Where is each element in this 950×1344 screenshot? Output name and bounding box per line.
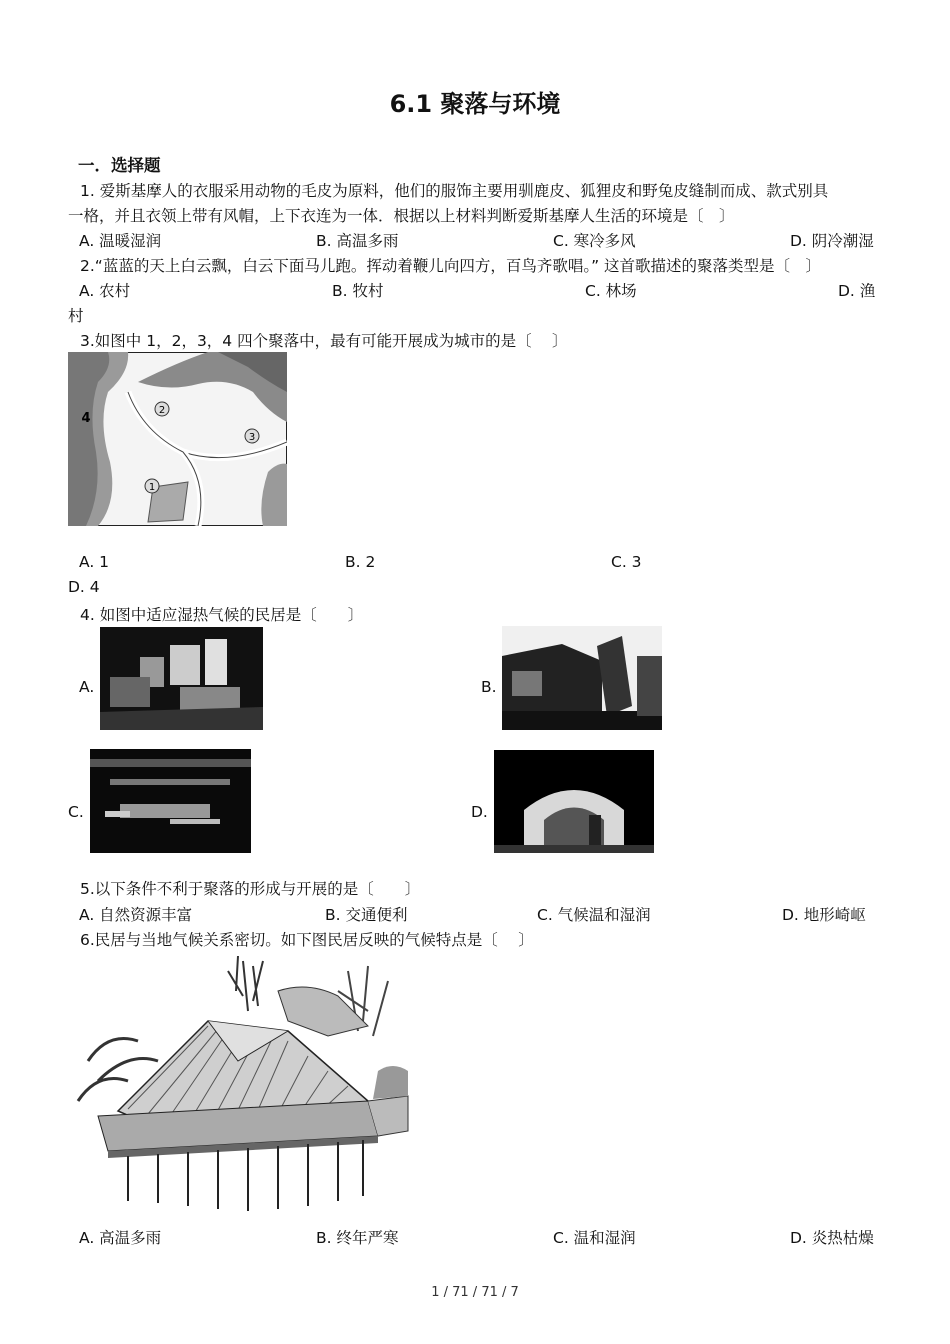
q4-photo-c[interactable] bbox=[90, 749, 251, 853]
q2-option-a[interactable]: A. 农村 bbox=[79, 282, 131, 300]
q1-option-a[interactable]: A. 温暖湿润 bbox=[79, 232, 162, 250]
q3-option-c[interactable]: C. 3 bbox=[611, 553, 642, 571]
q6-stem: 6.民居与当地气候关系密切。如下图民居反映的气候特点是〔 〕 bbox=[80, 931, 534, 949]
q6-option-c[interactable]: C. 温和湿润 bbox=[553, 1229, 636, 1247]
settlement-map-figure bbox=[68, 352, 287, 526]
q4-photo-d[interactable] bbox=[494, 750, 654, 853]
stilt-house-figure bbox=[68, 951, 414, 1215]
q2-option-d[interactable]: D. 渔 bbox=[838, 282, 876, 300]
q5-option-d[interactable]: D. 地形崎岖 bbox=[782, 906, 866, 924]
q5-stem: 5.以下条件不利于聚落的形成与开展的是〔 〕 bbox=[80, 880, 421, 898]
q3-stem: 3.如图中 1，2，3，4 四个聚落中，最有可能开展成为城市的是〔 〕 bbox=[80, 332, 568, 350]
q6-option-a[interactable]: A. 高温多雨 bbox=[79, 1229, 162, 1247]
q2-option-d-wrap: 村 bbox=[68, 307, 84, 325]
q4-option-d-label[interactable]: D. bbox=[471, 803, 488, 821]
q3-option-a[interactable]: A. 1 bbox=[79, 553, 110, 571]
q3-option-d[interactable]: D. 4 bbox=[68, 578, 100, 596]
q1-option-d[interactable]: D. 阴冷潮湿 bbox=[790, 232, 874, 250]
page-title: 6.1 聚落与环境 bbox=[389, 90, 561, 118]
q4-option-a-label[interactable]: A. bbox=[79, 678, 95, 696]
q2-option-c[interactable]: C. 林场 bbox=[585, 282, 637, 300]
section-heading: 一．选择题 bbox=[78, 156, 161, 175]
q1-option-b[interactable]: B. 高温多雨 bbox=[316, 232, 399, 250]
q4-photo-a[interactable] bbox=[100, 627, 263, 730]
map-label-2: 2 bbox=[158, 405, 166, 416]
q3-option-b[interactable]: B. 2 bbox=[345, 553, 376, 571]
q4-option-c-label[interactable]: C. bbox=[68, 803, 84, 821]
q4-option-b-label[interactable]: B. bbox=[481, 678, 497, 696]
q2-option-b[interactable]: B. 牧村 bbox=[332, 282, 384, 300]
q5-option-c[interactable]: C. 气候温和湿润 bbox=[537, 906, 651, 924]
q4-photo-b[interactable] bbox=[502, 626, 662, 730]
map-label-1: 1 bbox=[148, 482, 156, 493]
map-label-4: 4 bbox=[81, 411, 91, 426]
q2-stem: 2.“蓝蓝的天上白云飘，白云下面马儿跑。挥动着鞭儿向四方，百鸟齐歌唱。” 这首歌描述的聚落类型是〔 〕 bbox=[80, 257, 822, 275]
q4-stem: 4. 如图中适应湿热气候的民居是〔 〕 bbox=[80, 606, 364, 624]
q1-stem-line1: 1. 爱斯基摩人的衣服采用动物的毛皮为原料，他们的服饰主要用驯鹿皮、狐狸皮和野兔皮缝制而成、款式别具 bbox=[80, 182, 829, 200]
page-number-footer: 1 / 71 / 71 / 7 bbox=[431, 1285, 519, 1300]
q1-option-c[interactable]: C. 寒冷多风 bbox=[553, 232, 636, 250]
q5-option-b[interactable]: B. 交通便利 bbox=[325, 906, 408, 924]
q6-option-b[interactable]: B. 终年严寒 bbox=[316, 1229, 399, 1247]
map-label-3: 3 bbox=[248, 432, 256, 443]
q1-stem-line2: 一格，并且衣领上带有风帽，上下衣连为一体．根据以上材料判断爱斯基摩人生活的环境是〔 〕 bbox=[68, 207, 735, 225]
q5-option-a[interactable]: A. 自然资源丰富 bbox=[79, 906, 193, 924]
q6-option-d[interactable]: D. 炎热枯燥 bbox=[790, 1229, 874, 1247]
